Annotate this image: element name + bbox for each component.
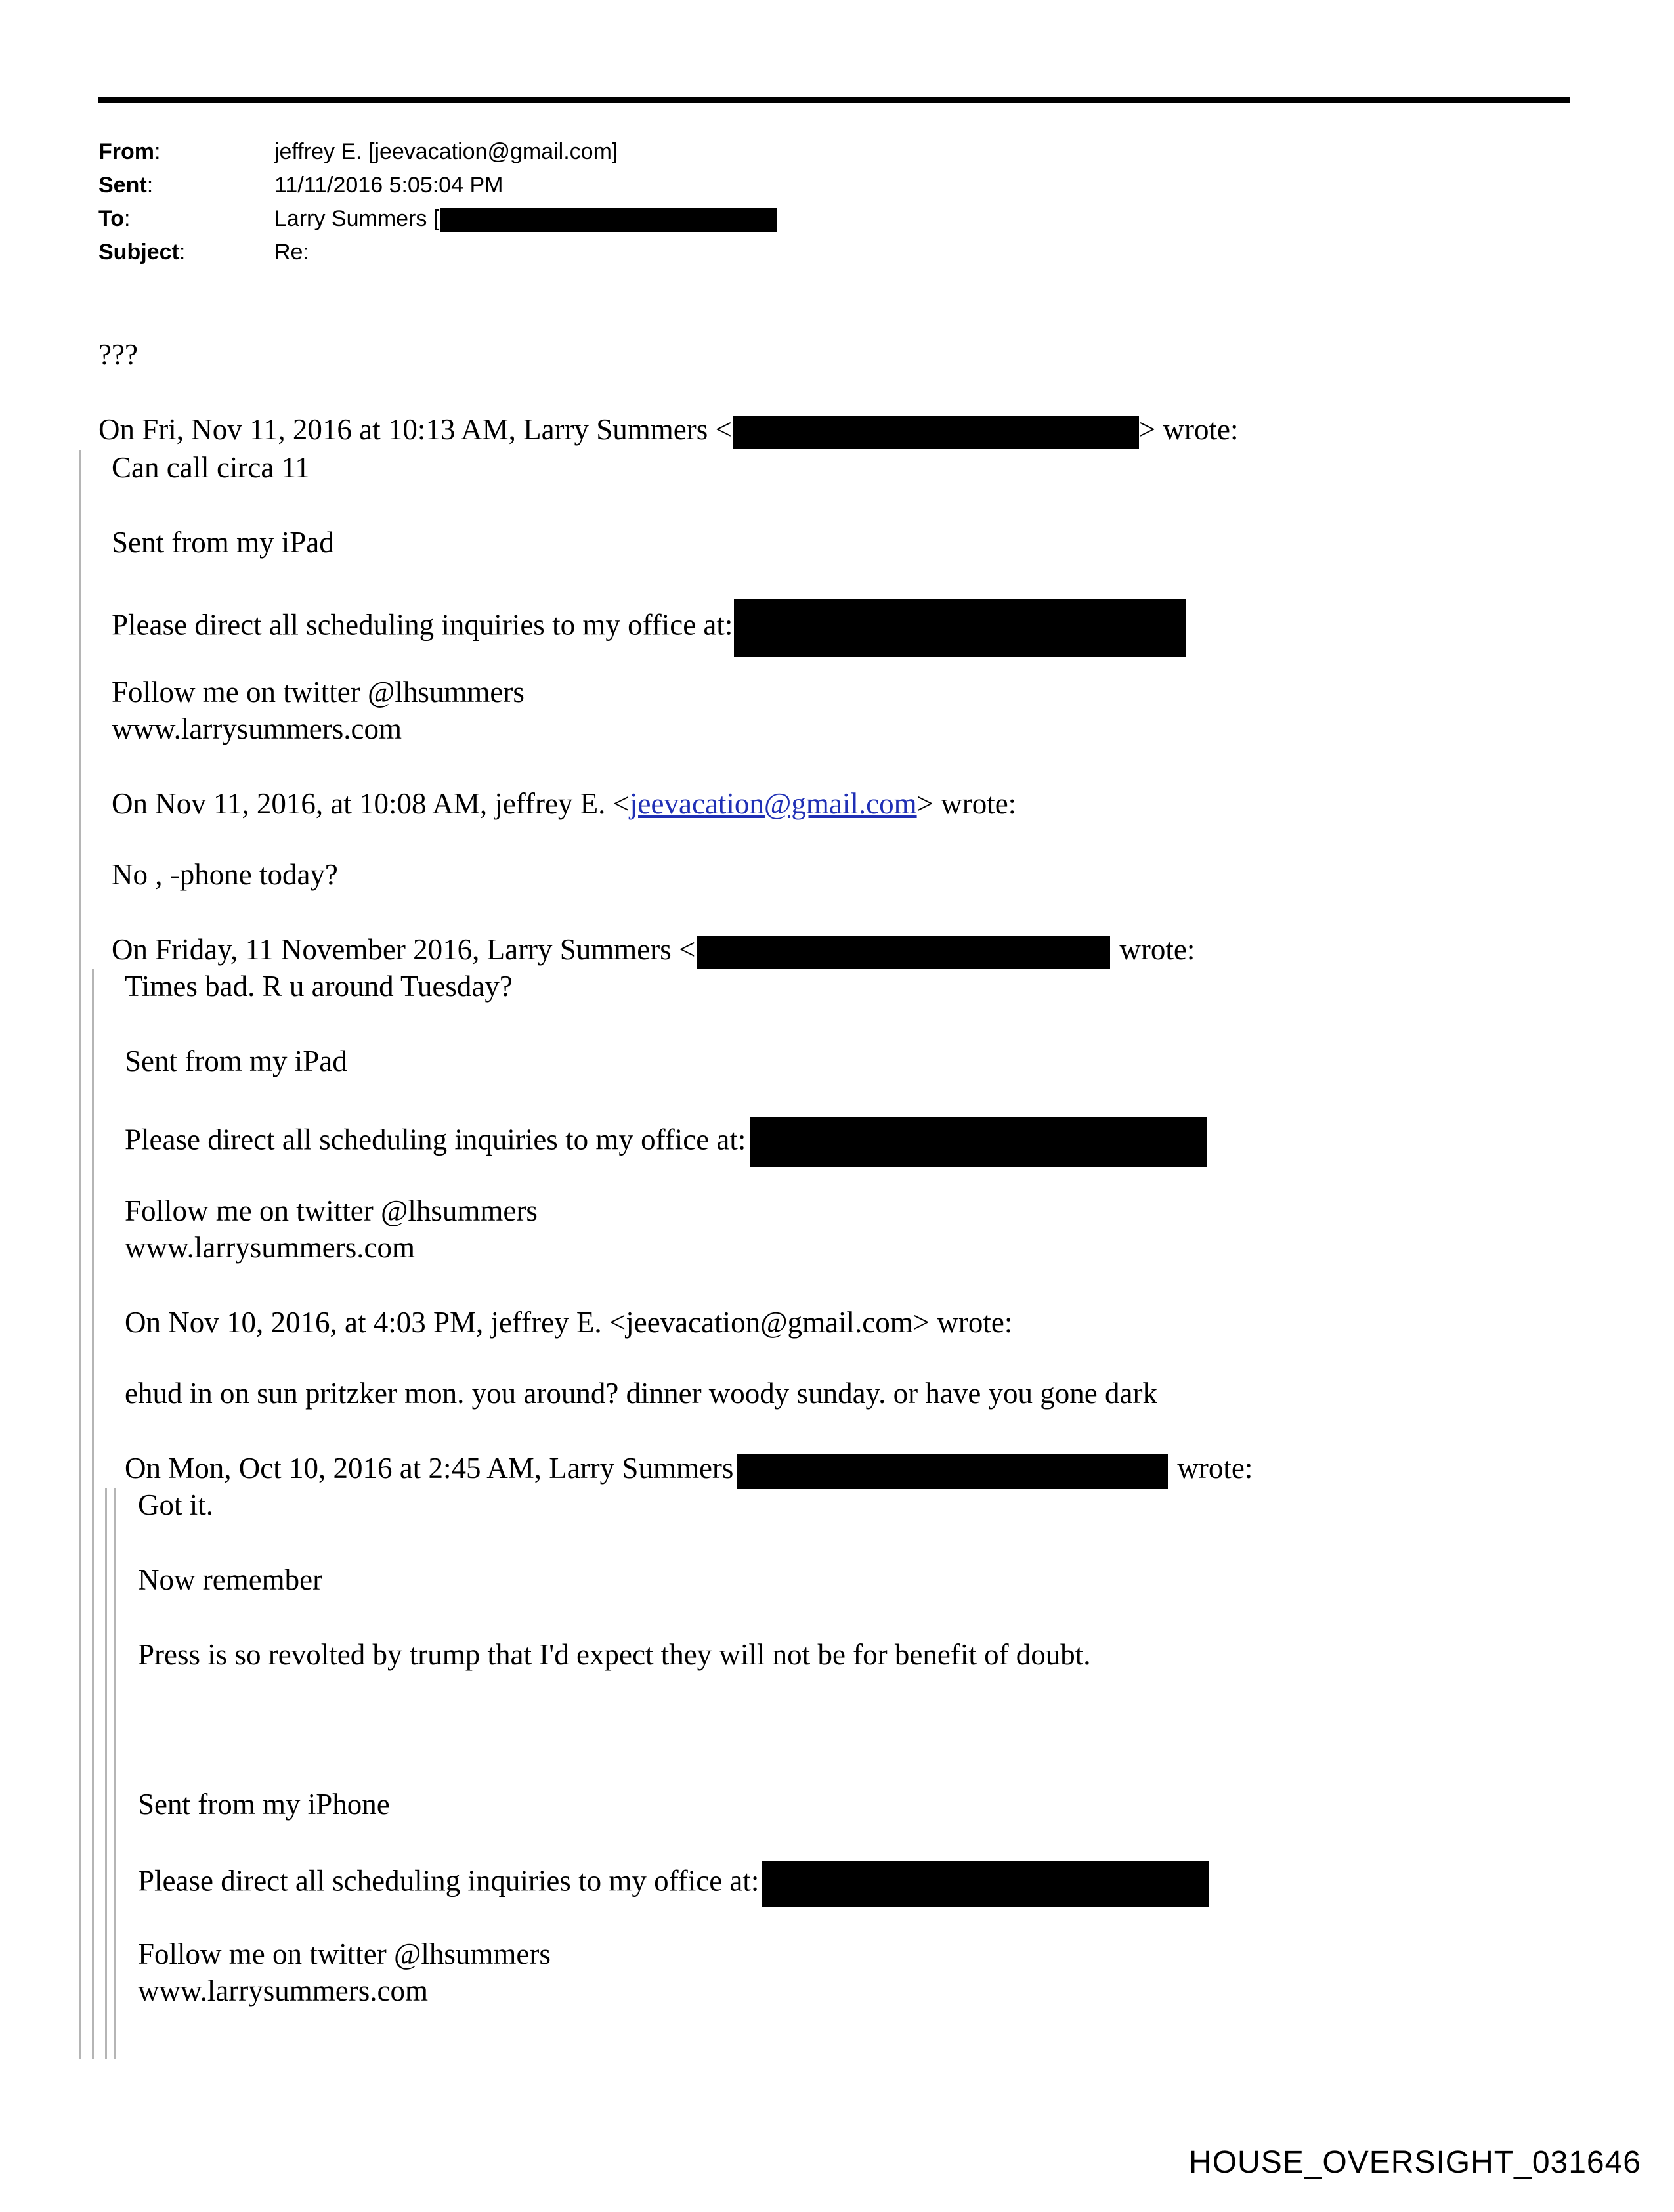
quote-bar bbox=[92, 969, 94, 2059]
quote3-attribution: On Friday, 11 November 2016, Larry Summers < wrote: bbox=[112, 931, 1195, 969]
sent-label: Sent bbox=[98, 173, 147, 198]
quote5-message-2: Now remember bbox=[138, 1563, 323, 1596]
quote3-website: www.larrysummers.com bbox=[125, 1231, 415, 1264]
header-rule bbox=[98, 97, 1570, 103]
quote1-twitter: Follow me on twitter @lhsummers bbox=[112, 676, 525, 708]
quote5-scheduling: Please direct all scheduling inquiries to my office at: bbox=[138, 1861, 1209, 1907]
quote4-attribution: On Nov 10, 2016, at 4:03 PM, jeffrey E. <jeevacation@gmail.com> wrote: bbox=[125, 1306, 1013, 1339]
redaction-block bbox=[440, 208, 777, 232]
quote4-message: ehud in on sun pritzker mon. you around? dinner woody sunday. or have you gone dark bbox=[125, 1377, 1157, 1410]
bates-number: HOUSE_OVERSIGHT_031646 bbox=[1189, 2145, 1641, 2180]
quote-bar bbox=[105, 1488, 107, 2059]
quote-bar bbox=[79, 450, 81, 2059]
redaction-block bbox=[750, 1117, 1207, 1167]
redaction-block bbox=[697, 936, 1110, 969]
redaction-block bbox=[734, 599, 1186, 657]
quote3-twitter: Follow me on twitter @lhsummers bbox=[125, 1194, 538, 1227]
quote3-scheduling: Please direct all scheduling inquiries to my office at: bbox=[125, 1117, 1207, 1167]
subject-label: Subject bbox=[98, 240, 179, 265]
quote1-scheduling: Please direct all scheduling inquiries to my office at: bbox=[112, 599, 1186, 657]
from-value: jeffrey E. [jeevacation@gmail.com] bbox=[274, 139, 618, 164]
redaction-block bbox=[733, 416, 1139, 449]
from-label: From bbox=[98, 139, 154, 164]
sent-value: 11/11/2016 5:05:04 PM bbox=[274, 173, 504, 198]
quote5-sent-from: Sent from my iPhone bbox=[138, 1788, 390, 1821]
quote5-message-3: Press is so revolted by trump that I'd expect they will not be for benefit of doubt. bbox=[138, 1638, 1091, 1671]
email-link[interactable]: jeevacation@gmail.com bbox=[630, 787, 917, 820]
to-value: Larry Summers [ bbox=[274, 206, 440, 231]
quote2-attribution: On Nov 11, 2016, at 10:08 AM, jeffrey E. <jeevacation@gmail.com> wrote: bbox=[112, 787, 1017, 820]
subject-value: Re: bbox=[274, 240, 309, 265]
quote1-sent-from: Sent from my iPad bbox=[112, 526, 334, 559]
quote5-attribution: On Mon, Oct 10, 2016 at 2:45 AM, Larry Summers wrote: bbox=[125, 1450, 1253, 1489]
quote1-attribution: On Fri, Nov 11, 2016 at 10:13 AM, Larry Summers < > wrote: bbox=[98, 411, 1239, 449]
quote5-website: www.larrysummers.com bbox=[138, 1974, 428, 2007]
quote5-twitter: Follow me on twitter @lhsummers bbox=[138, 1938, 551, 1970]
quote1-website: www.larrysummers.com bbox=[112, 712, 402, 745]
quote-bar bbox=[114, 1488, 116, 2059]
quote1-message: Can call circa 11 bbox=[112, 451, 310, 484]
opening-line: ??? bbox=[98, 338, 138, 371]
redaction-block bbox=[762, 1861, 1209, 1907]
redaction-block bbox=[737, 1454, 1168, 1489]
quote3-sent-from: Sent from my iPad bbox=[125, 1045, 347, 1077]
to-label: To bbox=[98, 206, 125, 231]
quote2-message: No , -phone today? bbox=[112, 858, 338, 891]
quote5-message-1: Got it. bbox=[138, 1488, 214, 1521]
quote3-message: Times bad. R u around Tuesday? bbox=[125, 970, 513, 1003]
